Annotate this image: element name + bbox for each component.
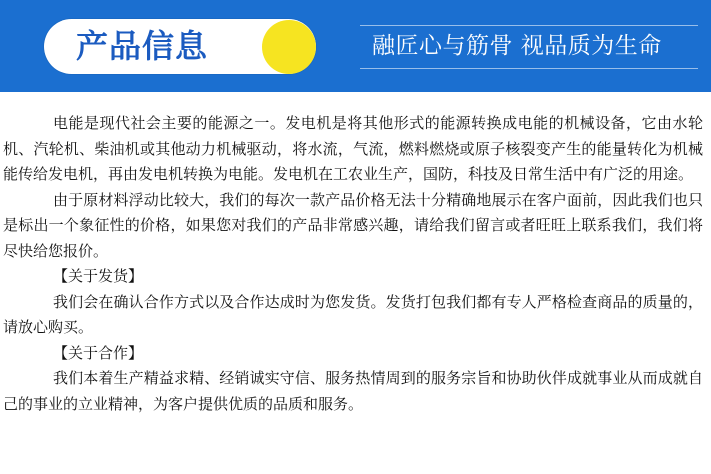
product-description	[3, 111, 703, 417]
cooperation-heading: 【关于合作】	[53, 343, 144, 362]
banner-divider-top	[360, 25, 698, 26]
shipping-paragraph: 我们会在确认合作方式以及合作达成时为您发货。发货打包我们都有专人严格检查商品的质量的，请放心购买。	[3, 292, 703, 336]
brand-slogan: 融匠心与筋骨 视品质为生命	[372, 33, 662, 59]
cooperation-paragraph: 我们本着生产精益求精、经销诚实守信、服务热情周到的服务宗旨和协助伙伴成就事业从而成就自己的事业的立业精神，为客户提供优质的品质和服务。	[3, 369, 703, 413]
intro-paragraph-1: 电能是现代社会主要的能源之一。发电机是将其他形式的能源转换成电能的机械设备，它由水轮机、汽轮机、柴油机或其他动力机械驱动，将水流，气流，燃料燃烧或原子核裂变产生的能量转化为机械能传给发电机，再由发电机转换为电能。发电机在工农业生产，国防，科技及日常生活中有广泛的用途。	[3, 114, 703, 183]
section-title: 产品信息	[76, 27, 209, 65]
yellow-circle-decoration	[262, 20, 316, 74]
header-banner	[0, 0, 711, 92]
shipping-heading: 【关于发货】	[53, 267, 144, 285]
banner-divider-bottom	[360, 68, 698, 69]
intro-paragraph-2: 由于原材料浮动比较大，我们的每次一款产品价格无法十分精确地展示在客户面前，因此我们也只是标出一个象征性的价格，如果您对我们的产品非常感兴趣，请给我们留言或者旺旺上联系我们，我们将尽快给您报价。	[3, 190, 703, 260]
